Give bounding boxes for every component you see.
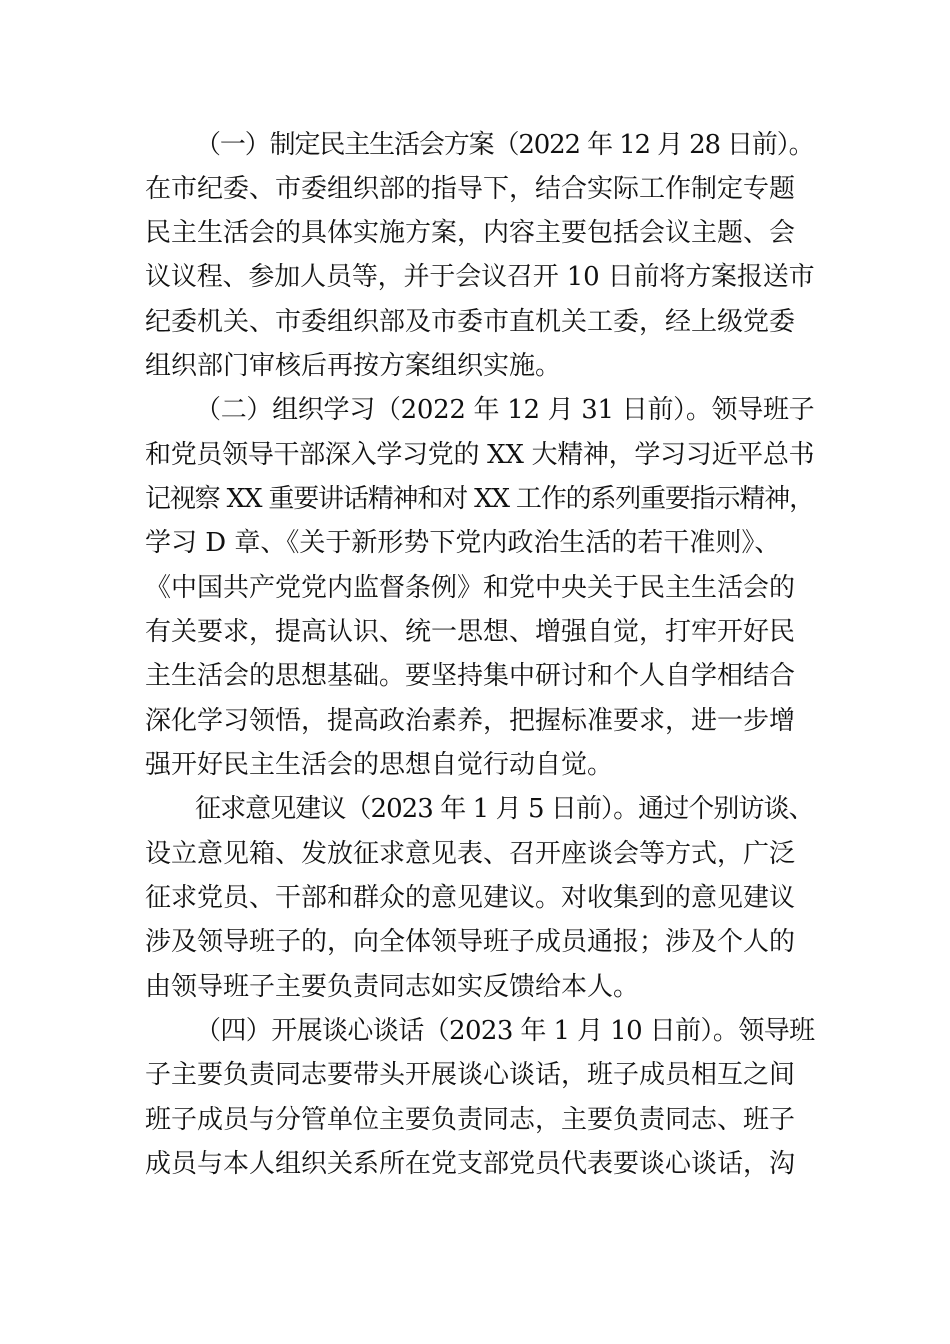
text-line: 征求党员、干部和群众的意见建议。对收集到的意见建议 <box>145 883 796 913</box>
text-line: 民主生活会的具体实施方案，内容主要包括会议主题、会 <box>145 218 796 248</box>
text-line: 强开好民主生活会的思想自觉行动自觉。 <box>145 750 614 780</box>
text-line: （一）制定民主生活会方案（2022 年 12 月 28 日前）。 <box>195 130 814 160</box>
text-line: （四）开展谈心谈话（2023 年 1 月 10 日前）。领导班 <box>195 1016 815 1046</box>
text-line: 《中国共产党党内监督条例》和党中央关于民主生活会的 <box>145 573 796 603</box>
text-line: 主生活会的思想基础。要坚持集中研讨和个人自学相结合 <box>145 661 796 691</box>
text-line: （二）组织学习（2022 年 12 月 31 日前）。领导班子 <box>195 395 815 425</box>
text-line: 班子成员与分管单位主要负责同志，主要负责同志、班子 <box>145 1105 796 1135</box>
text-line: 深化学习领悟，提高政治素养，把握标准要求，进一步增 <box>145 706 796 736</box>
text-line: 组织部门审核后再按方案组织实施。 <box>145 351 562 381</box>
text-line: 征求意见建议（2023 年 1 月 5 日前）。通过个别访谈、 <box>195 794 814 824</box>
text-line: 涉及领导班子的，向全体领导班子成员通报；涉及个人的 <box>145 927 796 957</box>
text-line: 由领导班子主要负责同志如实反馈给本人。 <box>145 972 640 1002</box>
text-line: 子主要负责同志要带头开展谈心谈话，班子成员相互之间 <box>145 1060 796 1090</box>
text-line: 和党员领导干部深入学习党的 XX 大精神，学习习近平总书 <box>145 440 815 470</box>
text-line: 成员与本人组织关系所在党支部党员代表要谈心谈话，沟 <box>145 1149 796 1179</box>
text-line: 设立意见箱、发放征求意见表、召开座谈会等方式，广泛 <box>145 839 796 869</box>
text-line: 纪委机关、市委组织部及市委市直机关工委，经上级党委 <box>145 307 796 337</box>
text-line: 在市纪委、市委组织部的指导下，结合实际工作制定专题 <box>145 174 796 204</box>
text-line: 议议程、参加人员等，并于会议召开 10 日前将方案报送市 <box>145 262 815 292</box>
text-line: 记视察 XX 重要讲话精神和对 XX 工作的系列重要指示精神， <box>145 484 814 514</box>
text-line: 有关要求，提高认识、统一思想、增强自觉，打牢开好民 <box>145 617 796 647</box>
text-line: 学习 D 章、《关于新形势下党内政治生活的若干准则》、 <box>145 528 781 558</box>
